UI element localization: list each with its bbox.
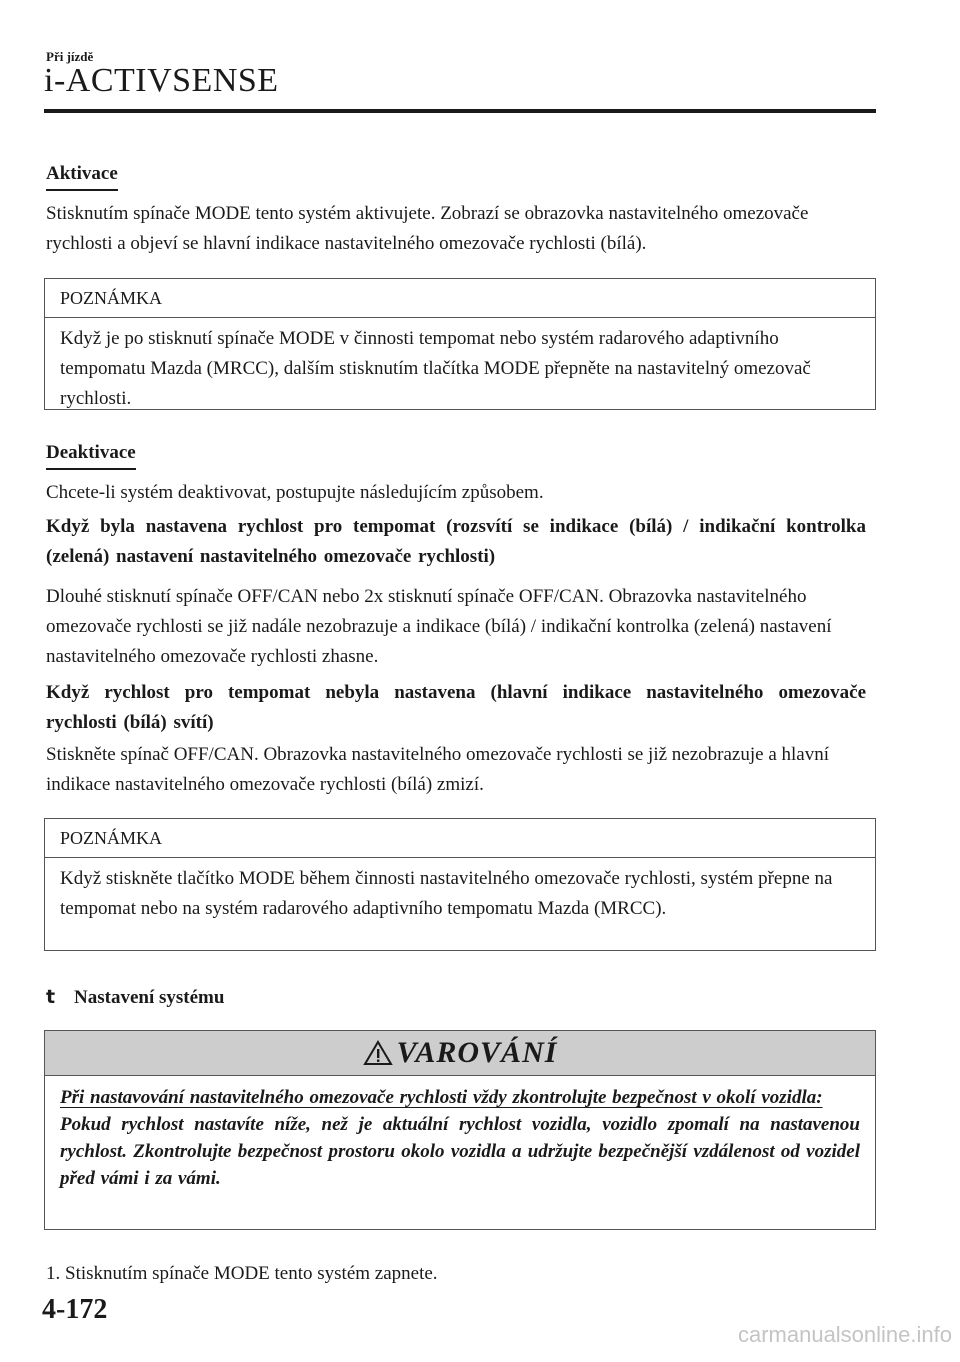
warning-lead: Při nastavování nastavitelného omezovače rychlosti vždy zkontrolujte bezpečnost v okolí vozidla: bbox=[60, 1087, 823, 1108]
step-number: 1. bbox=[46, 1263, 61, 1284]
warning-triangle-icon bbox=[363, 1040, 393, 1066]
warning-header bbox=[45, 1031, 875, 1076]
title-divider bbox=[44, 109, 876, 113]
system-settings-heading bbox=[46, 986, 224, 1009]
warning-title: VAROVÁNÍ bbox=[396, 1036, 558, 1069]
system-settings-label: Nastavení systému bbox=[74, 987, 225, 1008]
deactivation-case-2-text: Stiskněte spínač OFF/CAN. Obrazovka nastavitelného omezovače rychlosti se již nezobrazuje a hlavní indikace nastavitelného omezovače rychlosti (bílá) zmizí. bbox=[46, 744, 829, 795]
watermark: carmanualsonline.info bbox=[737, 1322, 952, 1347]
step-item bbox=[46, 1263, 438, 1285]
warning-box bbox=[44, 1030, 876, 1230]
note-1-text: Když je po stisknutí spínače MODE v činnosti tempomat nebo systém radarového adaptivního tempomatu Mazda (MRCC), dalším stisknutím tlačítka MODE přepněte na nastavitelný omezovač rychlosti. bbox=[60, 328, 811, 409]
deactivation-case-2-heading: Když rychlost pro tempomat nebyla nastavena (hlavní indikace nastavitelného omezovače rychlosti (bílá) svítí) bbox=[46, 682, 866, 733]
activation-text: Stisknutím spínače MODE tento systém aktivujete. Zobrazí se obrazovka nastavitelného omezovače rychlosti a objeví se hlavní indikace nastavitelného omezovače rychlosti (bílá). bbox=[46, 203, 809, 254]
note-2-text: Když stiskněte tlačítko MODE během činnosti nastavitelného omezovače rychlosti, systém přepne na tempomat nebo na systém radarového adaptivního tempomatu Mazda (MRCC). bbox=[60, 868, 833, 919]
note-box-1 bbox=[44, 278, 876, 410]
step-text: Stisknutím spínače MODE tento systém zapnete. bbox=[65, 1263, 438, 1284]
activation-heading: Aktivace bbox=[46, 163, 118, 191]
page-number: 4-172 bbox=[42, 1294, 108, 1325]
note-box-2 bbox=[44, 818, 876, 951]
chapter-title: i-ACTIVSENSE bbox=[44, 62, 279, 99]
section-bullet: t bbox=[46, 986, 56, 1008]
deactivation-case-1-text: Dlouhé stisknutí spínače OFF/CAN nebo 2x stisknutí spínače OFF/CAN. Obrazovka nastavitelného omezovače rychlosti se již nadále nezobrazuje a indikace (bílá) / indikační kontrolka (zelená) nastavení nastavitelného omezovače rychlosti zhasne. bbox=[46, 586, 832, 667]
warning-body bbox=[45, 1076, 875, 1192]
deactivation-heading: Deaktivace bbox=[46, 442, 136, 470]
warning-text: Pokud rychlost nastavíte níže, než je aktuální rychlost vozidla, vozidlo zpomalí na nastavenou rychlost. Zkontrolujte bezpečnost prostoru okolo vozidla a udržujte bezpečnější vzdálenost od vozidel před vámi i za vámi. bbox=[60, 1114, 860, 1189]
deactivation-intro: Chcete-li systém deaktivovat, postupujte následujícím způsobem. bbox=[46, 482, 544, 503]
deactivation-case-1-heading: Když byla nastavena rychlost pro tempomat (rozsvítí se indikace (bílá) / indikační kontrolka (zelená) nastavení nastavitelného omezovače rychlosti) bbox=[46, 516, 866, 567]
section-label: Při jízdě bbox=[46, 49, 94, 64]
note-2-heading: POZNÁMKA bbox=[45, 819, 875, 858]
note-1-heading: POZNÁMKA bbox=[45, 279, 875, 318]
